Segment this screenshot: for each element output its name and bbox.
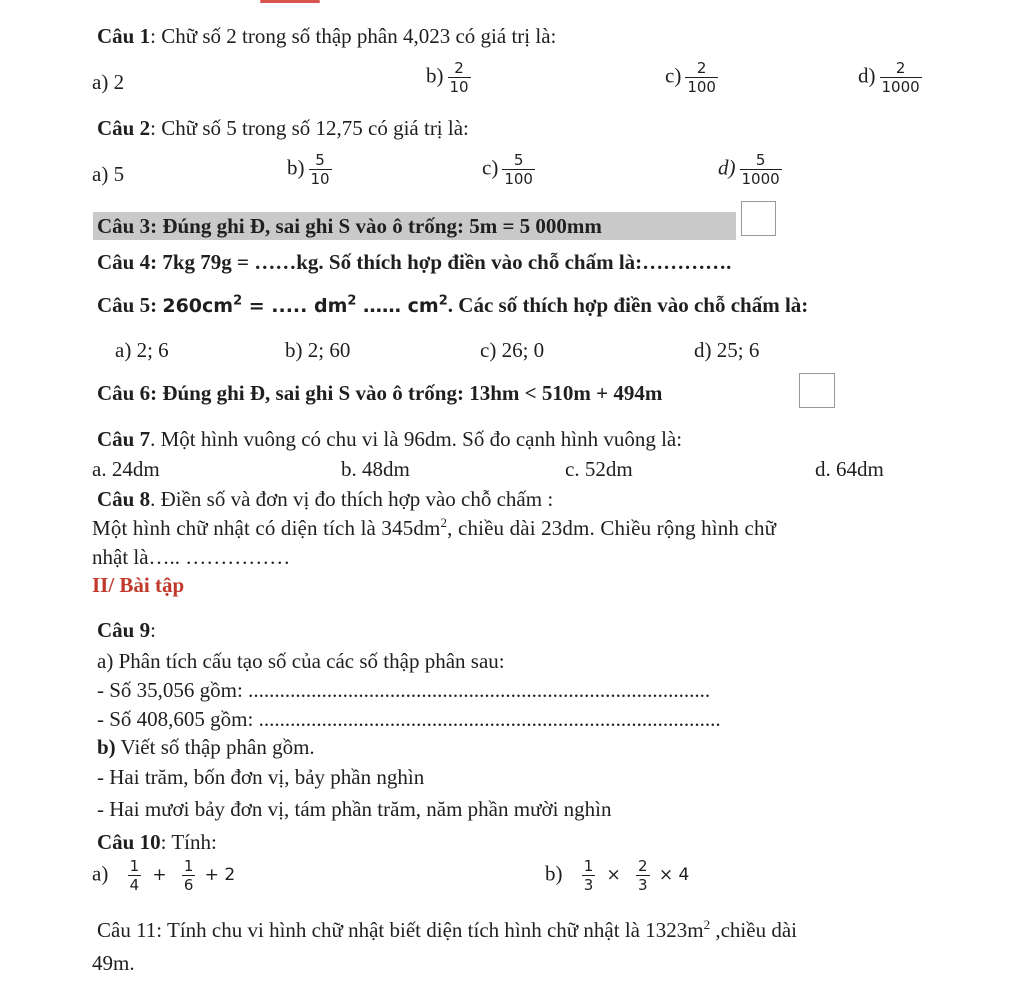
q10-a-tail: + 2 — [204, 865, 236, 886]
q5-sup-2: 2 — [347, 293, 357, 309]
q1-option-d — [858, 60, 922, 95]
q2-d-fraction — [740, 152, 782, 187]
q1-option-c — [665, 60, 718, 95]
q5-expr-c: …… cm — [356, 295, 439, 317]
q2-c-denominator: 100 — [504, 169, 533, 188]
q5-sup-3: 2 — [438, 293, 448, 309]
q10-b-frac1-den: 3 — [583, 875, 594, 894]
q2-d-denominator: 1000 — [741, 169, 780, 188]
q2-label: Câu 2 — [97, 116, 151, 140]
q10-b-frac2-den: 3 — [638, 875, 648, 894]
q10-b-op1: × — [606, 865, 621, 886]
q2-b-prefix: b) — [287, 155, 305, 180]
q9-b1: - Hai trăm, bốn đơn vị, bảy phần nghìn — [97, 765, 425, 789]
q8-line2: nhật là….. …………… — [92, 545, 291, 569]
q10-b-frac2 — [636, 858, 650, 893]
q10-b — [545, 858, 689, 893]
q7-option-d: d. 64dm — [815, 457, 884, 481]
q5-option-a: a) 2; 6 — [115, 338, 169, 362]
q10-b-prefix: b) — [545, 861, 563, 886]
q1-d-denominator: 1000 — [881, 77, 920, 96]
q9-a1: - Số 35,056 gồm: ........................................................................................ — [97, 678, 711, 702]
q5-tail: . Các số thích hợp điền vào chỗ chấm là: — [447, 293, 809, 317]
q9-label: Câu 9 — [97, 618, 151, 642]
q10-b-frac2-num: 2 — [638, 857, 648, 875]
q7-title — [97, 427, 682, 451]
q1-b-denominator: 10 — [449, 77, 469, 96]
q11-line1-sup: 2 — [703, 917, 711, 932]
q1-text: : Chữ số 2 trong số thập phân 4,023 có giá trị là: — [150, 24, 557, 48]
q9-b-label: b) — [97, 735, 116, 759]
q1-title — [97, 24, 556, 48]
q6-text: Câu 6: Đúng ghi Đ, sai ghi S vào ô trống: 13hm < 510m + 494m — [97, 381, 663, 405]
q10-label: Câu 10 — [97, 830, 161, 854]
q1-c-fraction — [685, 60, 718, 95]
q2-option-c — [482, 152, 535, 187]
q1-b-fraction — [448, 60, 471, 95]
q7-option-c: c. 52dm — [565, 457, 633, 481]
q2-title — [97, 116, 469, 140]
q8-text: . Điền số và đơn vị đo thích hợp vào chỗ chấm : — [150, 487, 554, 511]
q10-a-frac2-den: 6 — [183, 875, 194, 894]
q1-label: Câu 1 — [97, 24, 151, 48]
q3-answer-box[interactable] — [741, 201, 776, 236]
q11-line1 — [97, 918, 797, 942]
q1-c-numerator: 2 — [696, 59, 707, 77]
q10-a-frac2 — [182, 858, 196, 893]
q1-d-prefix: d) — [858, 63, 876, 88]
q7-label: Câu 7 — [97, 427, 151, 451]
q8-line1-sup: 2 — [440, 515, 448, 530]
q10-b-tail: × 4 — [658, 865, 690, 886]
q2-b-numerator: 5 — [315, 151, 325, 169]
q1-d-fraction — [880, 60, 922, 95]
q10-a-prefix: a) — [92, 861, 109, 886]
q5-expr-a: 260cm — [162, 295, 234, 317]
q9-a2: - Số 408,605 gồm: ........................................................................................ — [97, 707, 721, 731]
top-decoration — [260, 0, 320, 3]
q10-b-frac1-num: 1 — [583, 857, 594, 875]
q10-title — [97, 830, 217, 854]
q7-text: . Một hình vuông có chu vi là 96dm. Số đo cạnh hình vuông là: — [150, 427, 683, 451]
q2-d-numerator: 5 — [755, 151, 766, 169]
q8-line1-a: Một hình chữ nhật có diện tích là 345dm — [92, 516, 441, 540]
q2-c-fraction — [502, 152, 535, 187]
q1-c-prefix: c) — [665, 63, 682, 88]
q11-line1-b: ,chiều dài — [710, 918, 797, 942]
q9-b-title — [97, 735, 315, 759]
q5-option-b: b) 2; 60 — [285, 338, 351, 362]
q4-text: Câu 4: 7kg 79g = ……kg. Số thích hợp điền vào chỗ chấm là:…………. — [97, 250, 732, 274]
q1-option-a: a) 2 — [92, 70, 125, 94]
q7-option-b: b. 48dm — [341, 457, 410, 481]
q8-title — [97, 487, 553, 511]
q2-option-b — [287, 152, 332, 187]
q1-option-b — [426, 60, 471, 95]
q9-title — [97, 618, 156, 642]
q2-b-fraction — [309, 152, 332, 187]
q1-d-numerator: 2 — [895, 59, 906, 77]
q1-b-numerator: 2 — [454, 59, 464, 77]
q2-option-d — [718, 152, 782, 187]
q10-b-frac1 — [582, 858, 596, 893]
q9-b-text: Viết số thập phân gồm. — [115, 735, 315, 759]
q5-label: Câu 5: — [97, 293, 158, 317]
q5-sup-1: 2 — [233, 293, 243, 309]
q8-line1 — [92, 516, 776, 540]
q6-answer-box[interactable] — [799, 373, 835, 408]
q10-a-frac1 — [128, 858, 142, 893]
q5-expr-b: = ..... dm — [242, 295, 348, 317]
q11-line2: 49m. — [92, 951, 135, 975]
q1-c-denominator: 100 — [687, 77, 716, 96]
q2-option-a: a) 5 — [92, 162, 125, 186]
q5-expression — [162, 295, 447, 317]
q7-option-a: a. 24dm — [92, 457, 160, 481]
q9-a-title: a) Phân tích cấu tạo số của các số thập phân sau: — [97, 649, 505, 673]
q10-a — [92, 858, 235, 893]
q1-b-prefix: b) — [426, 63, 444, 88]
q2-d-prefix: d) — [718, 155, 736, 180]
q5-option-d: d) 25; 6 — [694, 338, 760, 362]
q5-text — [97, 293, 808, 318]
q2-b-denominator: 10 — [310, 169, 330, 188]
q2-text: : Chữ số 5 trong số 12,75 có giá trị là: — [150, 116, 469, 140]
q11-line1-a: Câu 11: Tính chu vi hình chữ nhật biết diện tích hình chữ nhật là 1323m — [97, 918, 704, 942]
q5-option-c: c) 26; 0 — [480, 338, 545, 362]
q10-a-frac1-den: 4 — [129, 875, 140, 894]
q10-a-frac2-num: 1 — [183, 857, 194, 875]
q2-c-numerator: 5 — [513, 151, 524, 169]
q9-colon: : — [150, 618, 156, 642]
q10-a-frac1-num: 1 — [129, 857, 140, 875]
q2-c-prefix: c) — [482, 155, 499, 180]
q8-line1-b: , chiều dài 23dm. Chiều rộng hình chữ — [447, 516, 777, 540]
q9-b2: - Hai mươi bảy đơn vị, tám phần trăm, năm phần mười nghìn — [97, 797, 612, 821]
section-2-title: II/ Bài tập — [92, 573, 185, 597]
q3-text: Câu 3: Đúng ghi Đ, sai ghi S vào ô trống: 5m = 5 000mm — [97, 214, 602, 238]
q10-text: : Tính: — [160, 830, 217, 854]
q10-a-op1: + — [152, 865, 167, 886]
q8-label: Câu 8 — [97, 487, 151, 511]
